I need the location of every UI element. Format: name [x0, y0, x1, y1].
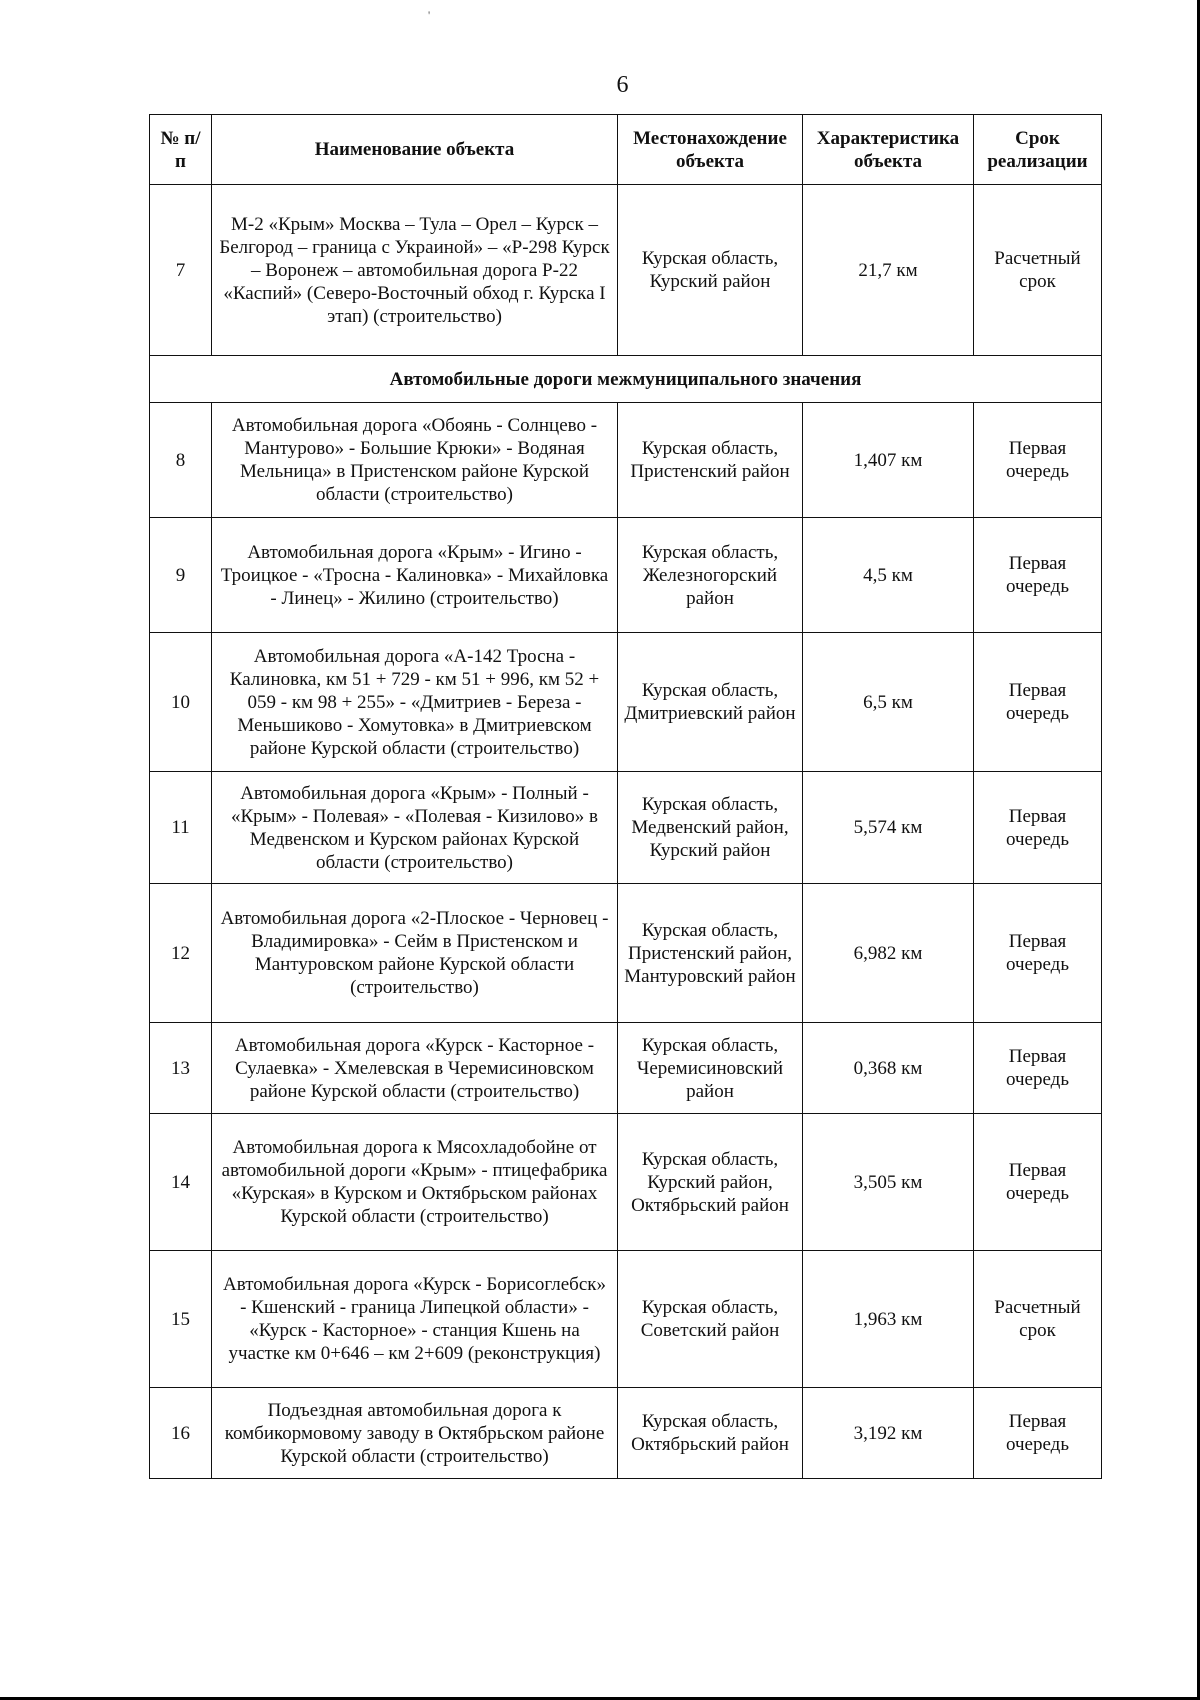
- cell-location: Курская область, Железногорский район: [618, 518, 803, 633]
- cell-name: Автомобильная дорога «А-142 Тросна - Калиновка, км 51 + 729 - км 51 + 996, км 52 + 059 - км 98 + 255» - «Дмитриев - Береза - Меньшиково - Хомутовка» в Дмитриевском районе Курской области (строительство): [212, 633, 618, 772]
- cell-term: Первая очередь: [974, 1388, 1102, 1479]
- section-title: Автомобильные дороги межмуниципального значения: [150, 356, 1102, 403]
- cell-num: 15: [150, 1251, 212, 1388]
- cell-name: Автомобильная дорога «Курск - Борисоглебск» - Кшенский - граница Липецкой области» - «Курск - Касторное» - станция Кшень на участке км 0+646 – км 2+609 (реконструкция): [212, 1251, 618, 1388]
- table-row: [150, 1023, 1102, 1114]
- cell-num: 8: [150, 403, 212, 518]
- cell-characteristic: 6,982 км: [803, 884, 974, 1023]
- cell-location: Курская область, Октябрьский район: [618, 1388, 803, 1479]
- cell-characteristic: 3,192 км: [803, 1388, 974, 1479]
- cell-location: Курская область, Дмитриевский район: [618, 633, 803, 772]
- table-row: [150, 185, 1102, 356]
- table-row: [150, 1388, 1102, 1479]
- cell-term: Первая очередь: [974, 403, 1102, 518]
- cell-location: Курская область, Советский район: [618, 1251, 803, 1388]
- cell-name: Автомобильная дорога «Обоянь - Солнцево - Мантурово» - Большие Крюки» - Водяная Мельница» в Пристенском районе Курской области (строительство): [212, 403, 618, 518]
- objects-table: [149, 114, 1102, 1479]
- cell-num: 9: [150, 518, 212, 633]
- cell-num: 13: [150, 1023, 212, 1114]
- section-row: [150, 356, 1102, 403]
- cell-num: 12: [150, 884, 212, 1023]
- cell-characteristic: 6,5 км: [803, 633, 974, 772]
- cell-name: Автомобильная дорога к Мясохладобойне от автомобильной дороги «Крым» - птицефабрика «Курская» в Курском и Октябрьском районах Курской области (строительство): [212, 1114, 618, 1251]
- header-name: Наименование объекта: [212, 115, 618, 185]
- header-num: № п/п: [150, 115, 212, 185]
- cell-name: Автомобильная дорога «2-Плоское - Черновец - Владимировка» - Сейм в Пристенском и Мантуровском районе Курской области (строительство): [212, 884, 618, 1023]
- cell-term: Первая очередь: [974, 1114, 1102, 1251]
- cell-num: 16: [150, 1388, 212, 1479]
- cell-location: Курская область, Пристенский район, Мантуровский район: [618, 884, 803, 1023]
- cell-name: М-2 «Крым» Москва – Тула – Орел – Курск – Белгород – граница с Украиной» – «Р-298 Курск – Воронеж – автомобильная дорога Р-22 «Каспий» (Северо-Восточный обход г. Курска I этап) (строительство): [212, 185, 618, 356]
- header-term: Срок реализации: [974, 115, 1102, 185]
- table-row: [150, 772, 1102, 884]
- cell-name: Автомобильная дорога «Курск - Касторное - Сулаевка» - Хмелевская в Черемисиновском районе Курской области (строительство): [212, 1023, 618, 1114]
- cell-characteristic: 3,505 км: [803, 1114, 974, 1251]
- table-row: [150, 1114, 1102, 1251]
- cell-term: Первая очередь: [974, 633, 1102, 772]
- cell-location: Курская область, Черемисиновский район: [618, 1023, 803, 1114]
- cell-name: Автомобильная дорога «Крым» - Полный - «Крым» - Полевая» - «Полевая - Кизилово» в Медвенском и Курском районах Курской области (строительство): [212, 772, 618, 884]
- table-header-row: [150, 115, 1102, 185]
- cell-term: Первая очередь: [974, 1023, 1102, 1114]
- cell-characteristic: 4,5 км: [803, 518, 974, 633]
- cell-location: Курская область, Пристенский район: [618, 403, 803, 518]
- table-row: [150, 1251, 1102, 1388]
- cell-term: Расчетный срок: [974, 185, 1102, 356]
- header-characteristic: Характеристика объекта: [803, 115, 974, 185]
- cell-characteristic: 1,407 км: [803, 403, 974, 518]
- cell-term: Первая очередь: [974, 772, 1102, 884]
- cell-num: 11: [150, 772, 212, 884]
- cell-location: Курская область, Медвенский район, Курский район: [618, 772, 803, 884]
- cell-characteristic: 21,7 км: [803, 185, 974, 356]
- cell-term: Первая очередь: [974, 884, 1102, 1023]
- cell-location: Курская область, Курский район: [618, 185, 803, 356]
- cell-characteristic: 1,963 км: [803, 1251, 974, 1388]
- scan-mark: ': [428, 8, 431, 22]
- header-location: Местонахождение объекта: [618, 115, 803, 185]
- table-row: [150, 633, 1102, 772]
- table-row: [150, 518, 1102, 633]
- cell-name: Подъездная автомобильная дорога к комбикормовому заводу в Октябрьском районе Курской области (строительство): [212, 1388, 618, 1479]
- cell-term: Первая очередь: [974, 518, 1102, 633]
- cell-characteristic: 5,574 км: [803, 772, 974, 884]
- page-number: 6: [616, 72, 629, 98]
- cell-location: Курская область, Курский район, Октябрьский район: [618, 1114, 803, 1251]
- cell-characteristic: 0,368 км: [803, 1023, 974, 1114]
- table-row: [150, 884, 1102, 1023]
- cell-num: 7: [150, 185, 212, 356]
- cell-term: Расчетный срок: [974, 1251, 1102, 1388]
- cell-name: Автомобильная дорога «Крым» - Игино - Троицкое - «Тросна - Калиновка» - Михайловка - Линец» - Жилино (строительство): [212, 518, 618, 633]
- table-row: [150, 403, 1102, 518]
- cell-num: 14: [150, 1114, 212, 1251]
- cell-num: 10: [150, 633, 212, 772]
